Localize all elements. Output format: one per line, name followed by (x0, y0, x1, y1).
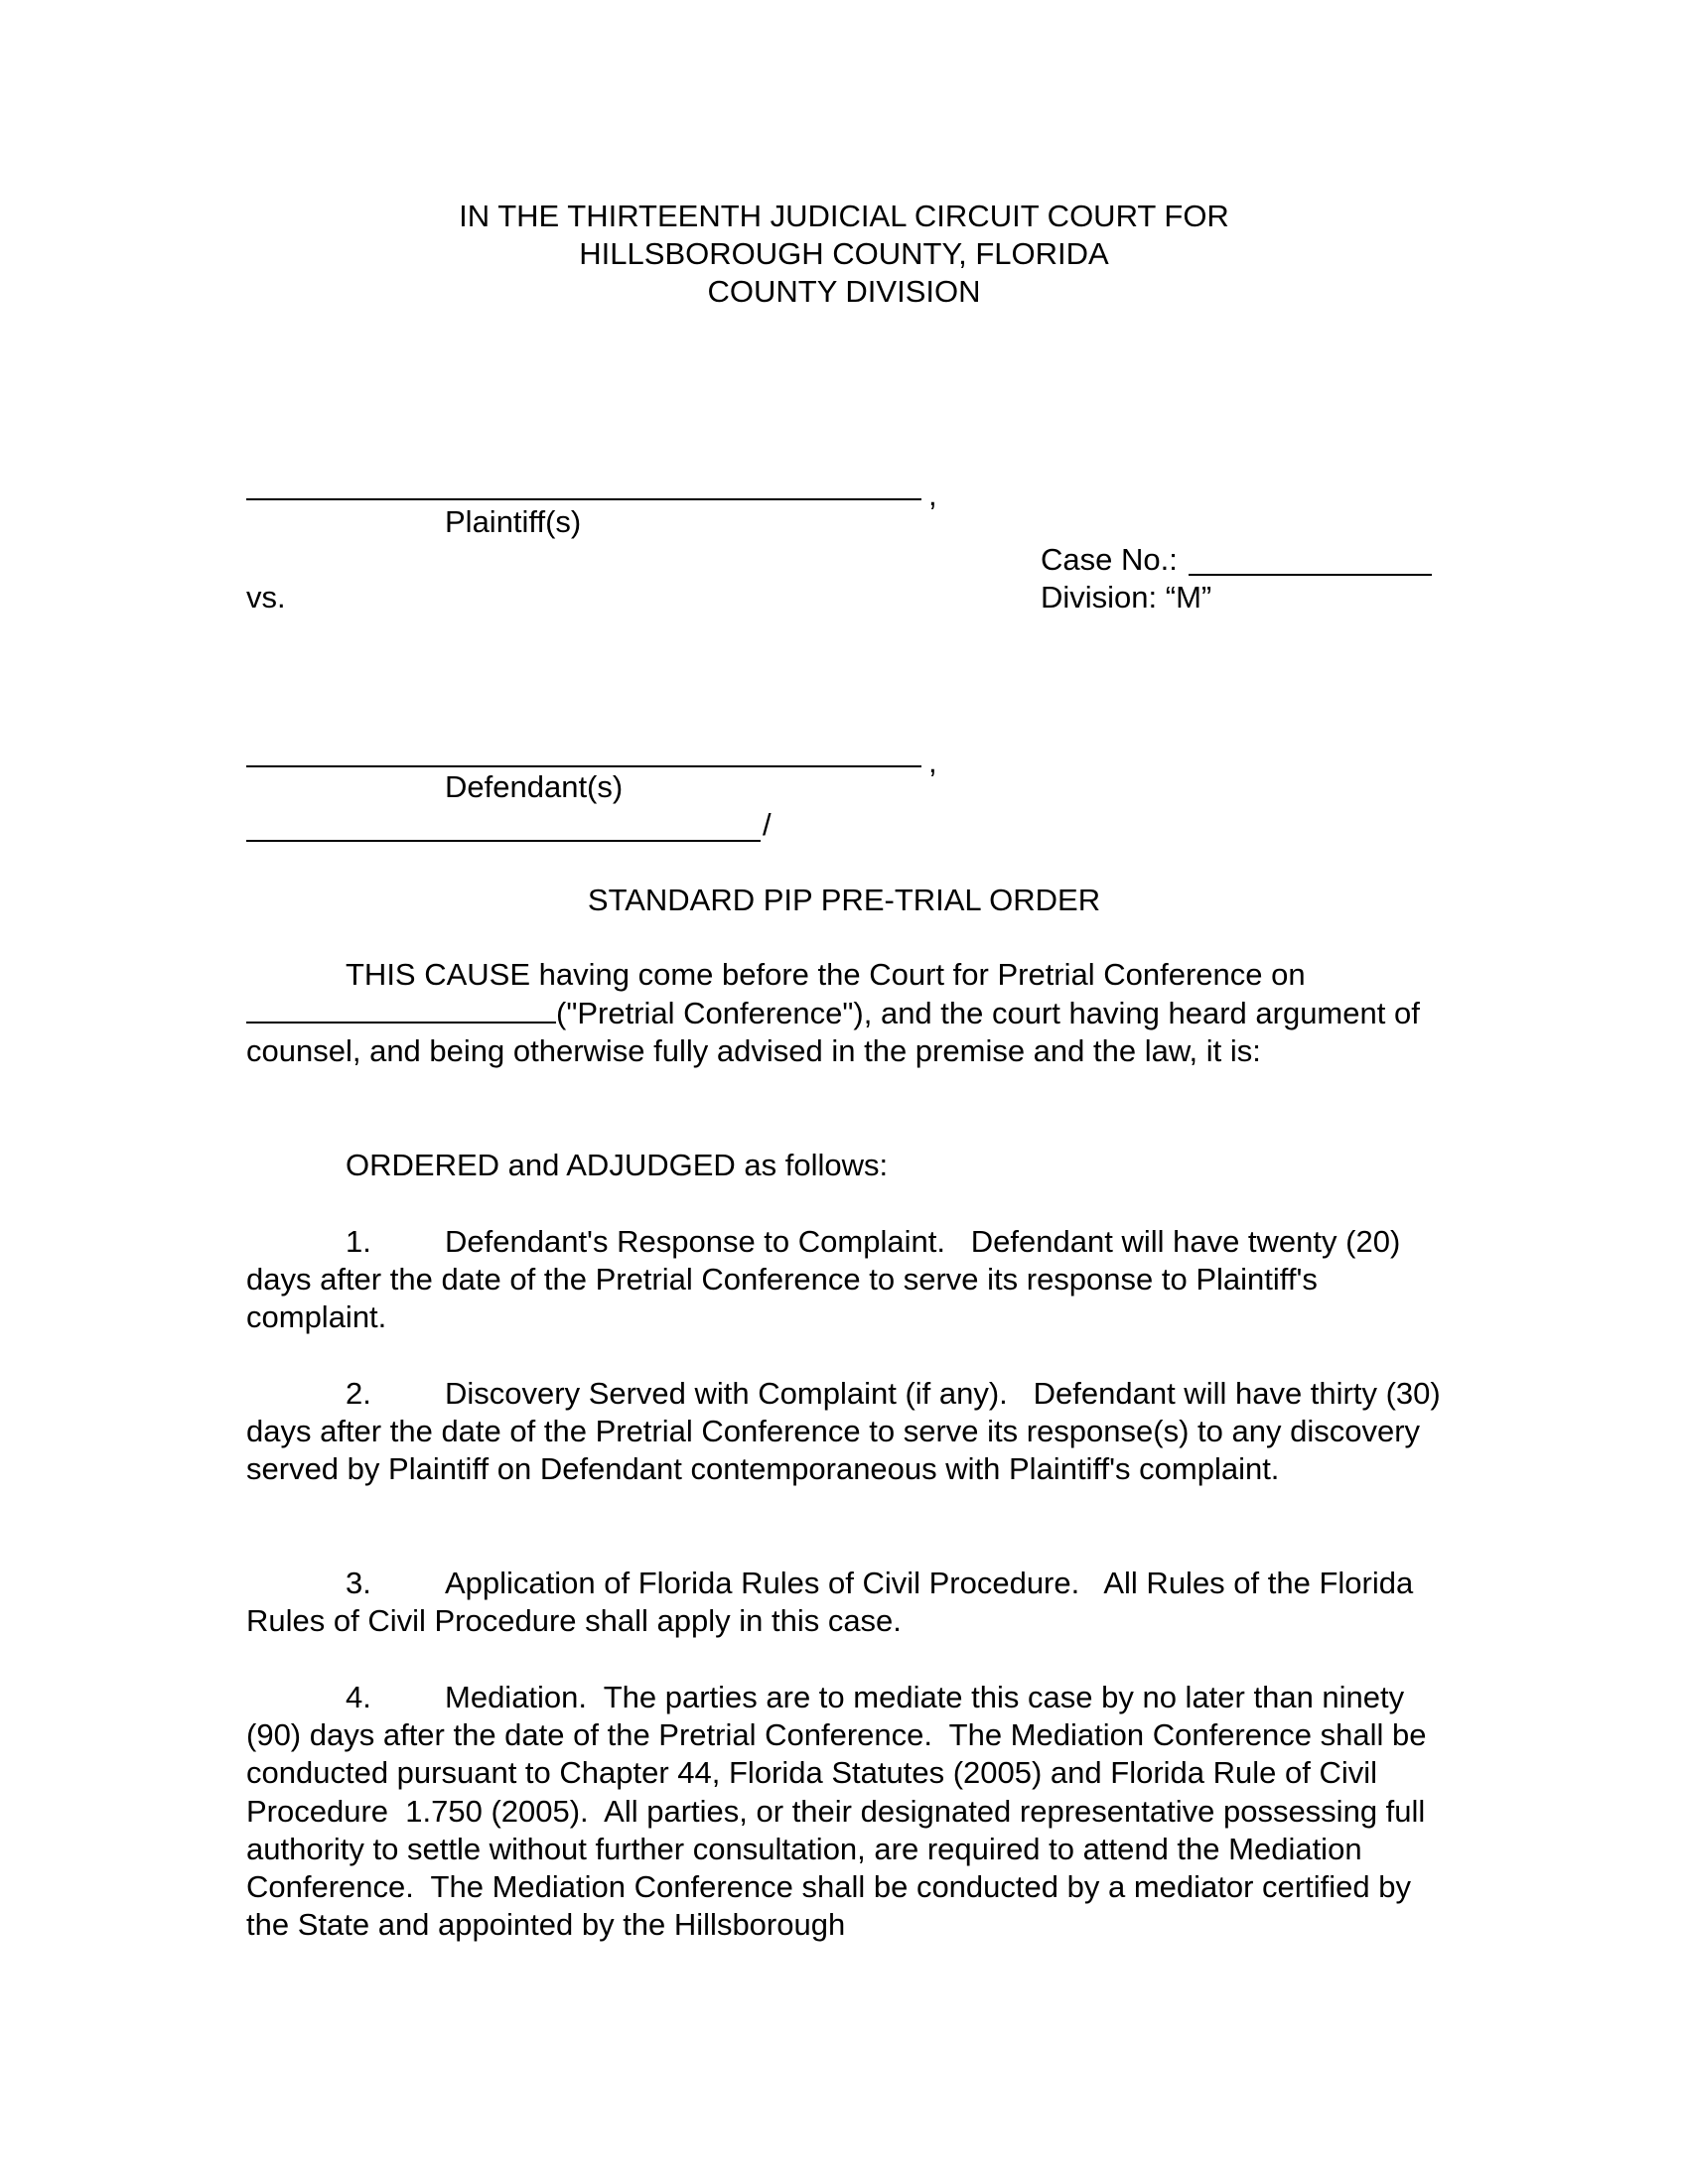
intro-paragraph (246, 956, 1453, 1071)
item-number: 3. (346, 1566, 371, 1600)
item-text: Discovery Served with Complaint (if any). Defendant will have thirty (30) days after the date of the Pretrial Conference to serve its response(s) to any discovery served by Plaintiff on Defendant contemporaneous with Plaintiff's complaint. (246, 1376, 1441, 1487)
defendant-name-blank (246, 765, 921, 767)
court-name-line: IN THE THIRTEENTH JUDICIAL CIRCUIT COURT FOR (459, 199, 1229, 233)
defendant-comma: , (928, 745, 937, 779)
versus-text: vs. (246, 580, 286, 614)
item-number: 1. (346, 1224, 371, 1259)
caption-slash: / (763, 807, 772, 842)
ordered-text: ORDERED and ADJUDGED as follows: (346, 1148, 889, 1182)
county-line: HILLSBOROUGH COUNTY, FLORIDA (579, 236, 1109, 271)
order-item-2 (246, 1375, 1453, 1489)
plaintiff-name-blank (246, 498, 921, 500)
item-text: Defendant's Response to Complaint. Defendant will have twenty (20) days after the date of the Pretrial Conference to serve its response to Plaintiff's complaint. (246, 1224, 1401, 1335)
order-item-4 (246, 1679, 1453, 1944)
defendant-label: Defendant(s) (445, 769, 624, 804)
plaintiff-label: Plaintiff(s) (445, 504, 582, 539)
caption-end-line (246, 840, 761, 842)
case-number-label: Case No.: (1041, 542, 1178, 577)
pretrial-date-blank (246, 994, 556, 1024)
case-number-blank (1189, 574, 1432, 576)
item-number: 2. (346, 1376, 371, 1411)
division-line: COUNTY DIVISION (707, 274, 981, 309)
plaintiff-comma: , (928, 478, 937, 512)
item-text: Mediation. The parties are to mediate this case by no later than ninety (90) days after the date of the Pretrial Conference. The Mediation Conference shall be conducted pursuant to Chapter 44, Florida Statutes (2005) and Florida Rule of Civil Procedure 1.750 (2005). All parties, or their designated representative possessing full authority to settle without further consultation, are required to attend the Mediation Conference. The Mediation Conference shall be conducted by a mediator certified by the State and appointed by the Hillsborough (246, 1680, 1427, 1943)
order-title: STANDARD PIP PRE-TRIAL ORDER (587, 883, 1101, 917)
item-number: 4. (346, 1680, 371, 1714)
item-text: Application of Florida Rules of Civil Procedure. All Rules of the Florida Rules of Civil Procedure shall apply in this case. (246, 1566, 1414, 1639)
division-text: Division: “M” (1041, 580, 1212, 614)
intro-text-part2: ("Pretrial Conference"), and the court having heard argument of counsel, and being otherwise fully advised in the premise and the law, it is: (246, 996, 1420, 1069)
order-item-3 (246, 1565, 1453, 1640)
intro-text-part1: THIS CAUSE having come before the Court for Pretrial Conference on (346, 957, 1306, 992)
order-item-1 (246, 1223, 1453, 1337)
ordered-paragraph (246, 1147, 1453, 1184)
